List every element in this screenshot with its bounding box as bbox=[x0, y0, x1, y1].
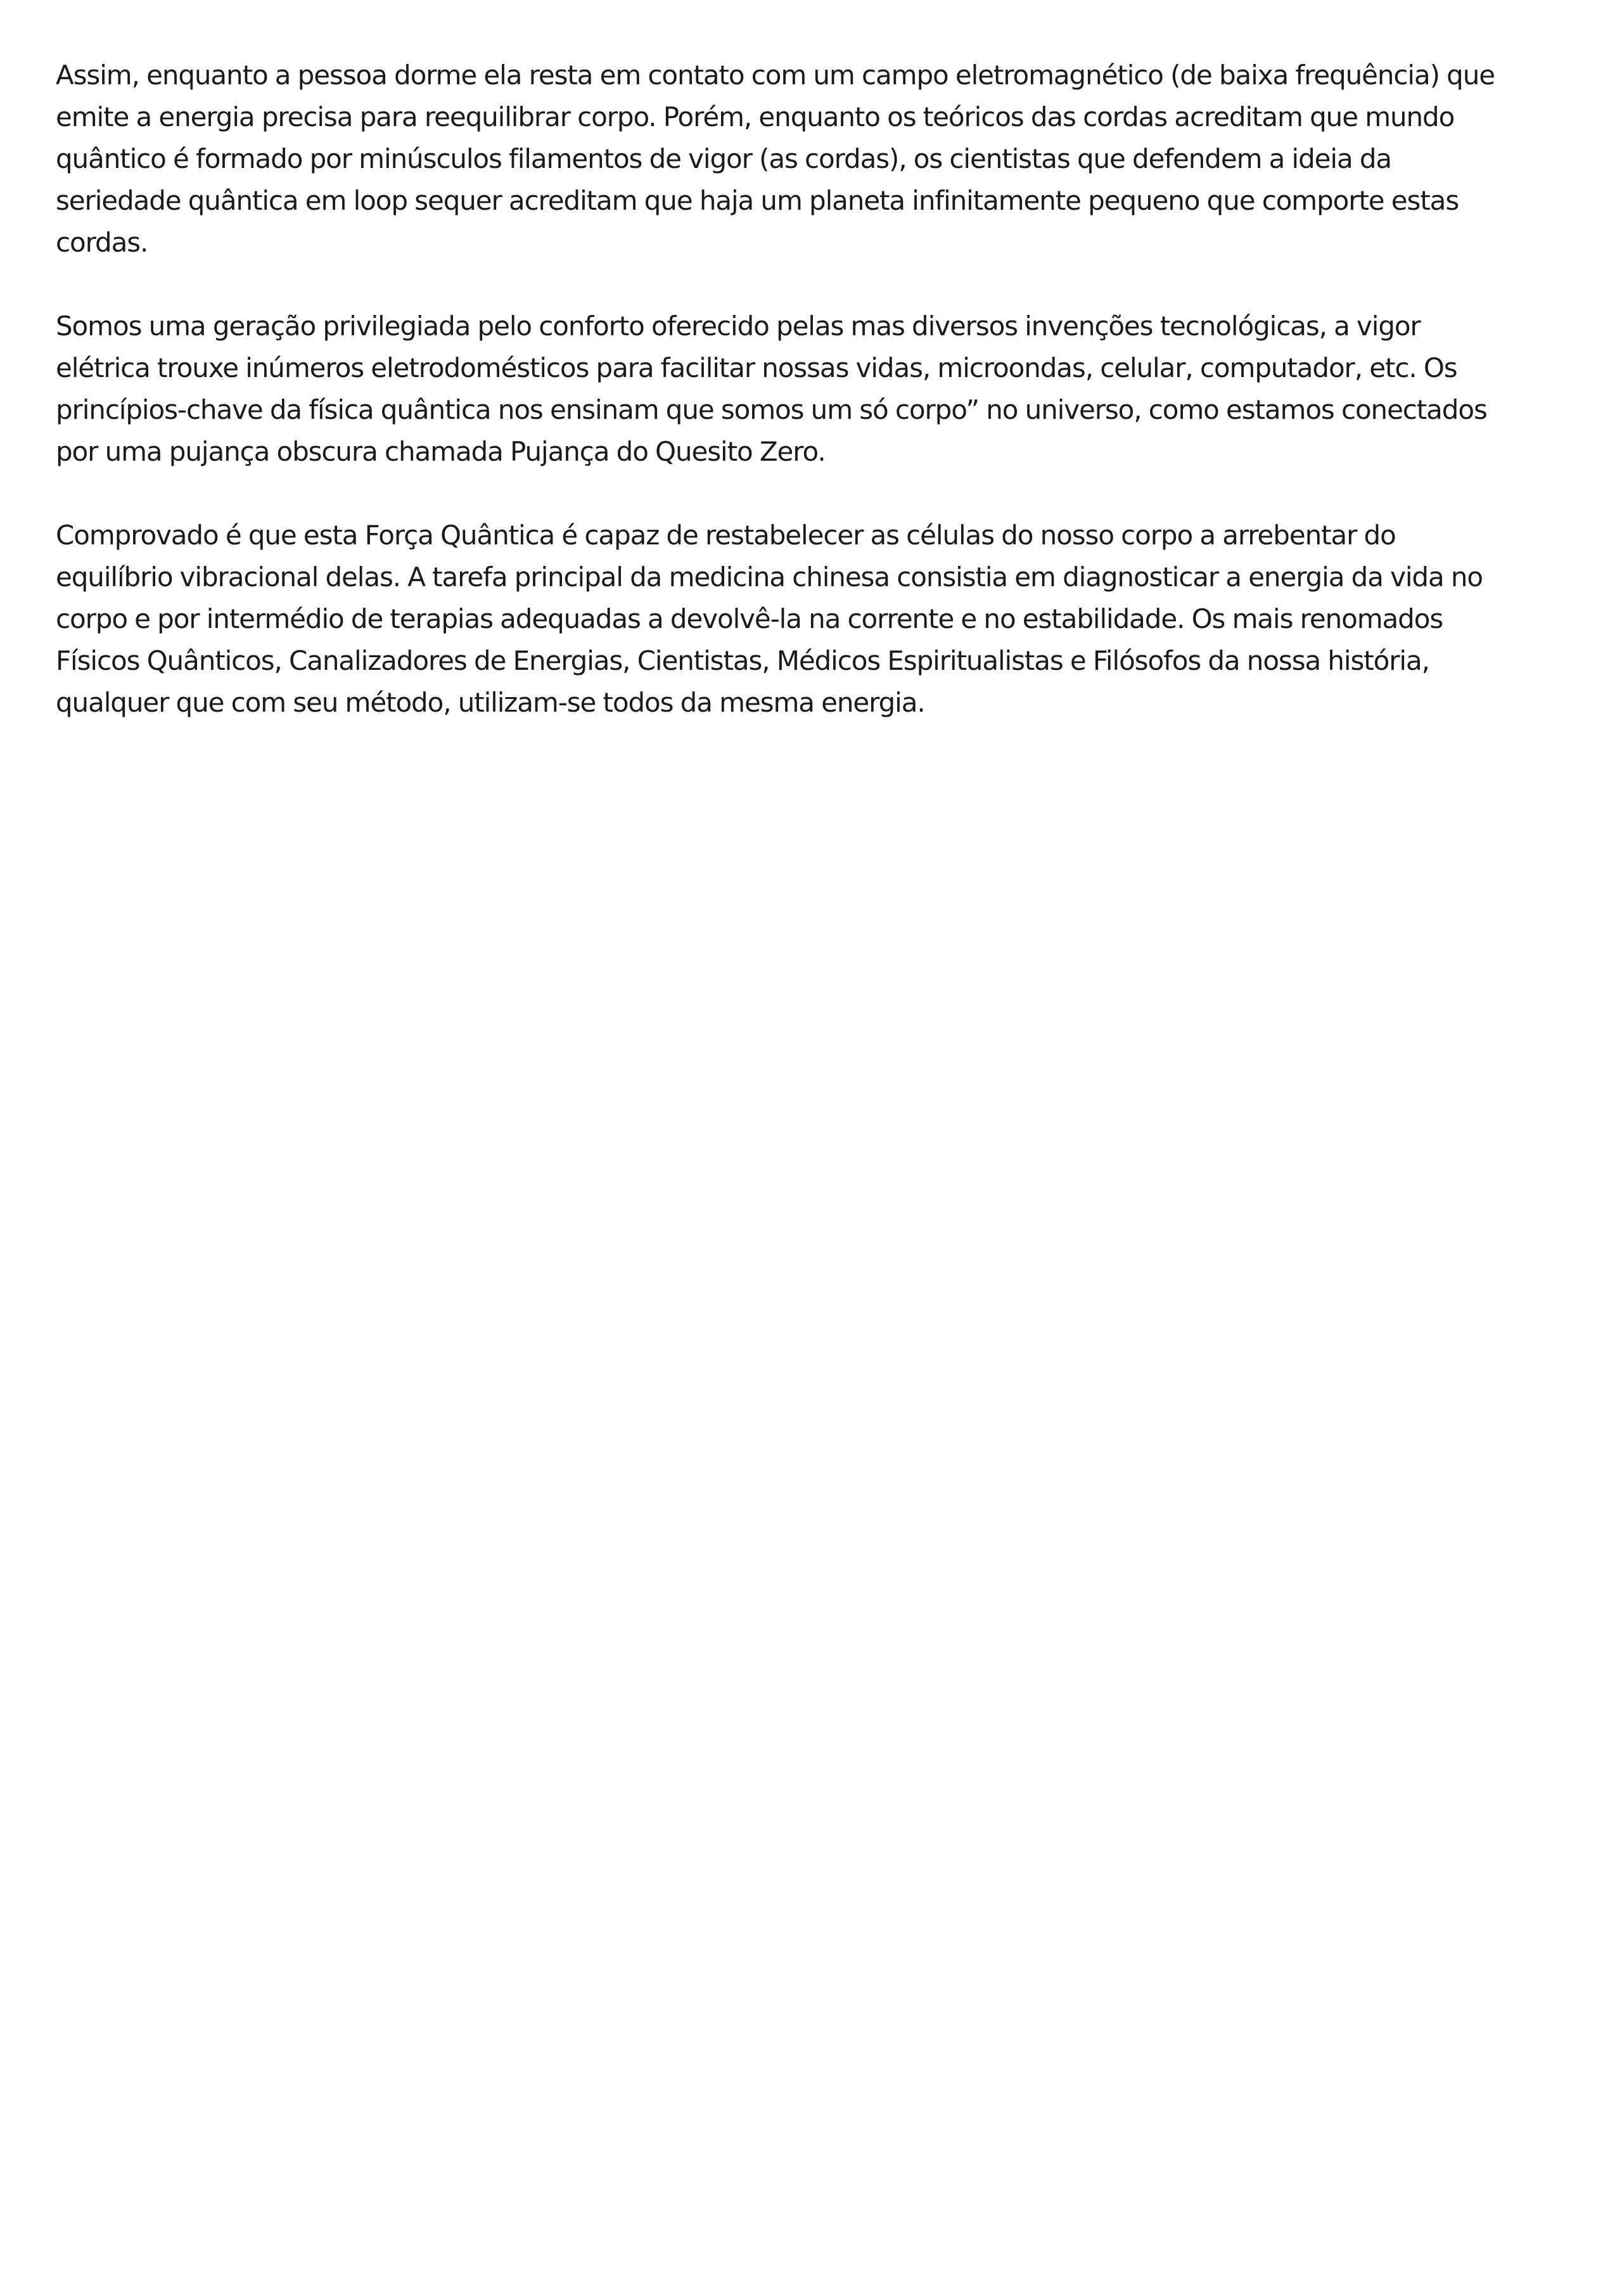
paragraph-2: Somos uma geração privilegiada pelo conforto oferecido pelas mas diversos invenções tecnológicas, a vigor elétrica trouxe inúmeros eletrodomésticos para facilitar nossas vidas, microondas, celular, computador, etc. Os princípios-chave da física quântica nos ensinam que somos um só corpo” no universo, como estamos conectados por uma pujança obscura chamada Pujança do Quesito Zero. bbox=[56, 311, 1487, 467]
document-body bbox=[56, 55, 1576, 766]
paragraph-3: Comprovado é que esta Força Quântica é capaz de restabelecer as células do nosso corpo a arrebentar do equilíbrio vibracional delas. A tarefa principal da medicina chinesa consistia em diagnosticar a energia da vida no corpo e por intermédio de terapias adequadas a devolvê-la na corrente e no estabilidade. Os mais renomados Físicos Quânticos, Canalizadores de Energias, Cientistas, Médicos Espiritualistas e Filósofos da nossa história, qualquer que com seu método, utilizam-se todos da mesma energia. bbox=[56, 520, 1483, 718]
paragraph-1: Assim, enquanto a pessoa dorme ela resta em contato com um campo eletromagnético (de baixa frequência) que emite a energia precisa para reequilibrar corpo. Porém, enquanto os teóricos das cordas acreditam que mundo quântico é formado por minúsculos filamentos de vigor (as cordas), os cientistas que defendem a ideia da seriedade quântica em loop sequer acreditam que haja um planeta infinitamente pequeno que comporte estas cordas. bbox=[56, 60, 1495, 258]
